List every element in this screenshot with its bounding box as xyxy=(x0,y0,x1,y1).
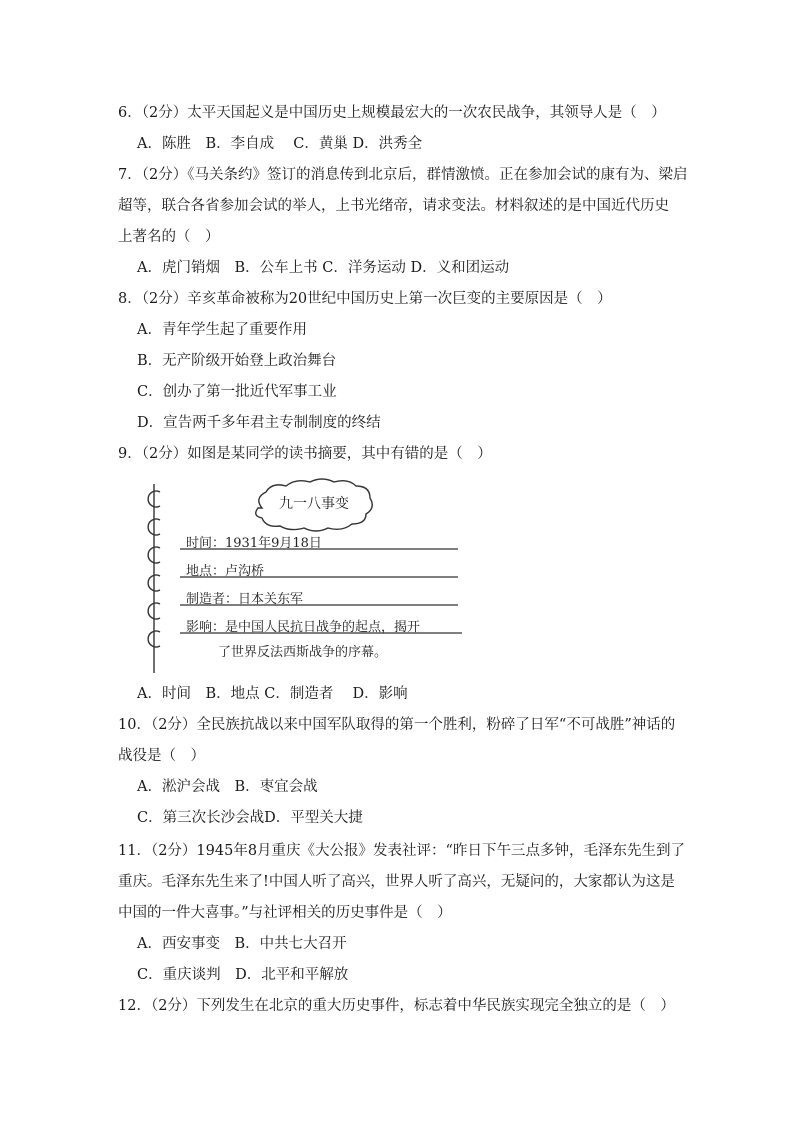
q9-options: A．时间 B．地点 C．制造者 D．影响 xyxy=(137,686,408,702)
q12-stem: 12．（2分）下列发生在北京的重大历史事件，标志着中华民族实现完全独立的是（ ） xyxy=(118,998,675,1014)
q7-stem-line3: 上著名的（ ） xyxy=(118,229,220,245)
q10-options-line1: A．淞沪会战 B．枣宜会战 xyxy=(137,779,318,795)
q6-options: A．陈胜 B．李自成 C．黄巢 D．洪秀全 xyxy=(137,136,423,152)
q9-stem: 9．（2分）如图是某同学的读书摘要，其中有错的是（ ） xyxy=(118,446,492,462)
q11-stem-line1: 11．（2分）1945年8月重庆《大公报》发表社评：“昨日下午三点多钟，毛泽东先生到了 xyxy=(118,843,685,859)
figure-time-row: 时间：1931年9月18日 xyxy=(186,536,322,551)
figure-title: 九一八事变 xyxy=(279,496,349,512)
q7-stem-line2: 超等，联合各省参加会试的举人，上书光绪帝，请求变法。材料叙述的是中国近代历史 xyxy=(118,198,669,214)
figure-impact-row2: 了世界反法西斯战争的序幕。 xyxy=(218,645,388,660)
q11-stem-line2: 重庆。毛泽东先生来了!中国人听了高兴，世界人听了高兴，无疑问的，大家都认为这是 xyxy=(118,874,675,890)
q10-stem-line1: 10．（2分）全民族抗战以来中国军队取得的第一个胜利，粉碎了日军“不可战胜”神话的 xyxy=(118,717,676,733)
q7-stem-line1: 7．（2分）《马关条约》签订的消息传到北京后，群情激愤。正在参加会试的康有为、梁启 xyxy=(118,167,688,183)
q11-options-line2: C．重庆谈判 D．北平和平解放 xyxy=(137,967,349,983)
figure-impact-row1: 影响：是中国人民抗日战争的起点，揭开 xyxy=(186,620,421,635)
q10-stem-line2: 战役是（ ） xyxy=(118,748,205,764)
figure-maker-row: 制造者：日本关东军 xyxy=(186,592,304,607)
figure-place-row: 地点：卢沟桥 xyxy=(186,564,265,579)
q11-options-line1: A．西安事变 B．中共七大召开 xyxy=(137,936,347,952)
q8-stem: 8．（2分）辛亥革命被称为20世纪中国历史上第一次巨变的主要原因是（ ） xyxy=(118,291,612,307)
reading-notes-figure xyxy=(140,478,485,676)
q8-option-a: A．青年学生起了重要作用 xyxy=(137,322,307,338)
q11-stem-line3: 中国的一件大喜事。”与社评相关的历史事件是（ ） xyxy=(118,905,452,921)
q8-option-d: D．宣告两千多年君主专制制度的终结 xyxy=(137,415,381,431)
q6-stem: 6．（2分）太平天国起义是中国历史上规模最宏大的一次农民战争，其领导人是（ ） xyxy=(118,105,666,121)
q7-options: A．虎门销烟 B．公车上书 C．洋务运动 D．义和团运动 xyxy=(137,260,510,276)
q10-options-line2: C．第三次长沙会战D．平型关大捷 xyxy=(137,810,363,826)
q8-option-c: C．创办了第一批近代军事工业 xyxy=(137,384,337,400)
q8-option-b: B．无产阶级开始登上政治舞台 xyxy=(137,353,337,369)
